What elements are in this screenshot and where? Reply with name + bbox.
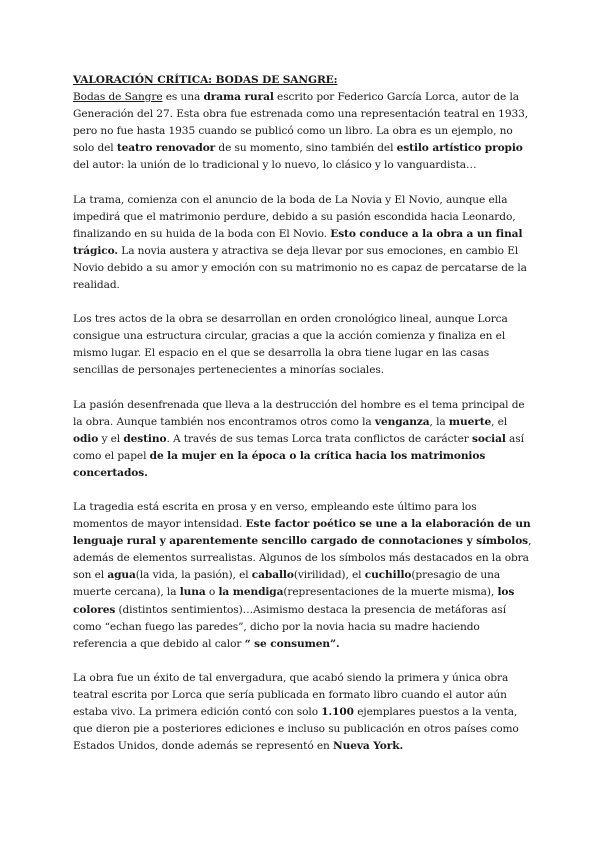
bold-text: venganza bbox=[374, 415, 430, 428]
paragraph-2 bbox=[73, 192, 533, 295]
text-run: (virilidad), el bbox=[293, 569, 365, 582]
document-body bbox=[73, 72, 533, 772]
text-run: (representaciones de la muerte misma), bbox=[283, 586, 498, 599]
text-run: ejemplares puestos a la venta, que dieron pie a posteriores ediciones e incluso su publicación en otros países como Estados Unidos, donde además se representó en bbox=[73, 706, 519, 753]
bold-text: caballo bbox=[251, 569, 294, 582]
bold-text: “ se consumen”. bbox=[244, 637, 340, 650]
text-run: La obra fue un éxito de tal envergadura, que acabó siendo la primera y única obra teatral escrita por Lorca que sería publicada en formato libro cuando el autor aún estaba vivo. La primera edición contó con solo bbox=[73, 671, 509, 718]
text-run: o bbox=[205, 586, 219, 599]
text-run: escrito por Federico García Lorca, autor de la Generación del 27. Esta obra fue estrenada como una representación teatral en 1933, pero no fue hasta 1935 cuando se publicó como un libro. La obra es un ejemplo, no solo del bbox=[73, 91, 529, 155]
bold-text: social bbox=[471, 432, 506, 445]
text-run: es una bbox=[162, 91, 204, 104]
bold-text: muerte bbox=[448, 415, 492, 428]
paragraph-4 bbox=[73, 397, 533, 482]
bold-text: Nueva York. bbox=[333, 740, 404, 753]
text-run: (la vida, la pasión), el bbox=[135, 569, 252, 582]
bold-text: la mendiga bbox=[218, 586, 284, 599]
text-run: del autor: la unión de lo tradicional y lo nuevo, lo clásico y lo vanguardista… bbox=[73, 159, 477, 172]
paragraph-5 bbox=[73, 499, 533, 653]
text-run: , el bbox=[491, 415, 508, 428]
text-run: así como el papel bbox=[73, 432, 524, 462]
text-run: La pasión desenfrenada que lleva a la destrucción del hombre es el tema principal de la obra. Aunque también nos encontramos otros como la bbox=[73, 398, 525, 428]
text-run: y el bbox=[98, 432, 124, 445]
text-run: La tragedia está escrita en prosa y en verso, empleando este último para los momentos de mayor intensidad. bbox=[73, 500, 477, 531]
bold-text: Este factor poético se une a la elaboración de un lenguaje rural y aparentemente sencillo cargado de connotaciones y símbolos bbox=[73, 518, 531, 548]
text-run: (distintos sentimientos)…Asimismo destaca la presencia de metáforas así como “echan fuego las paredes”, dicho por la novia hacia su madre haciendo referencia a que debido al calor bbox=[73, 603, 506, 650]
document-title: VALORACIÓN CRÍTICA: BODAS DE SANGRE: bbox=[73, 74, 338, 86]
text-run: (presagio de una muerte cercana), la bbox=[73, 569, 501, 599]
text-run: de su momento, sino también del bbox=[215, 142, 397, 155]
paragraph-3 bbox=[73, 311, 533, 379]
text-run: La novia austera y atractiva se deja llevar por sus emociones, en cambio El Novio debido a su amor y emoción con su matrimonio no es capaz de percatarse de la realidad. bbox=[73, 244, 527, 292]
paragraph-6 bbox=[73, 670, 533, 755]
text-run: , además de elementos surrealistas. Algunos de los símbolos más destacados en la obra son el bbox=[73, 535, 532, 582]
bold-text: teatro renovador bbox=[116, 142, 216, 155]
bold-text: estilo artístico propio bbox=[396, 142, 523, 155]
bold-text: luna bbox=[179, 586, 206, 599]
text-run: , la bbox=[429, 415, 449, 428]
text-run: La trama, comienza con el anuncio de la boda de La Novia y El Novio, aunque ella impedirá que el matrimonio perdure, debido a su pasión escondida hacia Leonardo, finalizando en su huida de la boda con El Novio. bbox=[73, 193, 516, 240]
bold-text: Esto conduce a la obra a un final trágico. bbox=[73, 227, 523, 257]
bold-text: de la mujer en la época o la crítica hacia los matrimonios concertados. bbox=[73, 449, 486, 479]
bold-text: 1.100 bbox=[321, 706, 354, 718]
paragraph-1 bbox=[73, 89, 533, 174]
underlined-text: Bodas de Sangre bbox=[73, 91, 163, 104]
bold-text: odio bbox=[73, 432, 99, 445]
paragraphs-container bbox=[73, 89, 533, 755]
bold-text: agua bbox=[107, 569, 136, 582]
bold-text: drama rural bbox=[203, 91, 274, 104]
bold-text: destino bbox=[123, 432, 167, 445]
text-run: Los tres actos de la obra se desarrollan en orden cronológico lineal, aunque Lorca consigue una estructura circular, gracias a que la acción comienza y finaliza en el mismo lugar. El espacio en el que se desarrolla la obra tiene lugar en las casas sencillas de personajes pertenecientes a minorías sociales. bbox=[73, 313, 508, 377]
bold-text: cuchillo bbox=[364, 569, 412, 582]
bold-text: los colores bbox=[73, 586, 515, 616]
text-run: . A través de sus temas Lorca trata conflictos de carácter bbox=[166, 432, 472, 445]
